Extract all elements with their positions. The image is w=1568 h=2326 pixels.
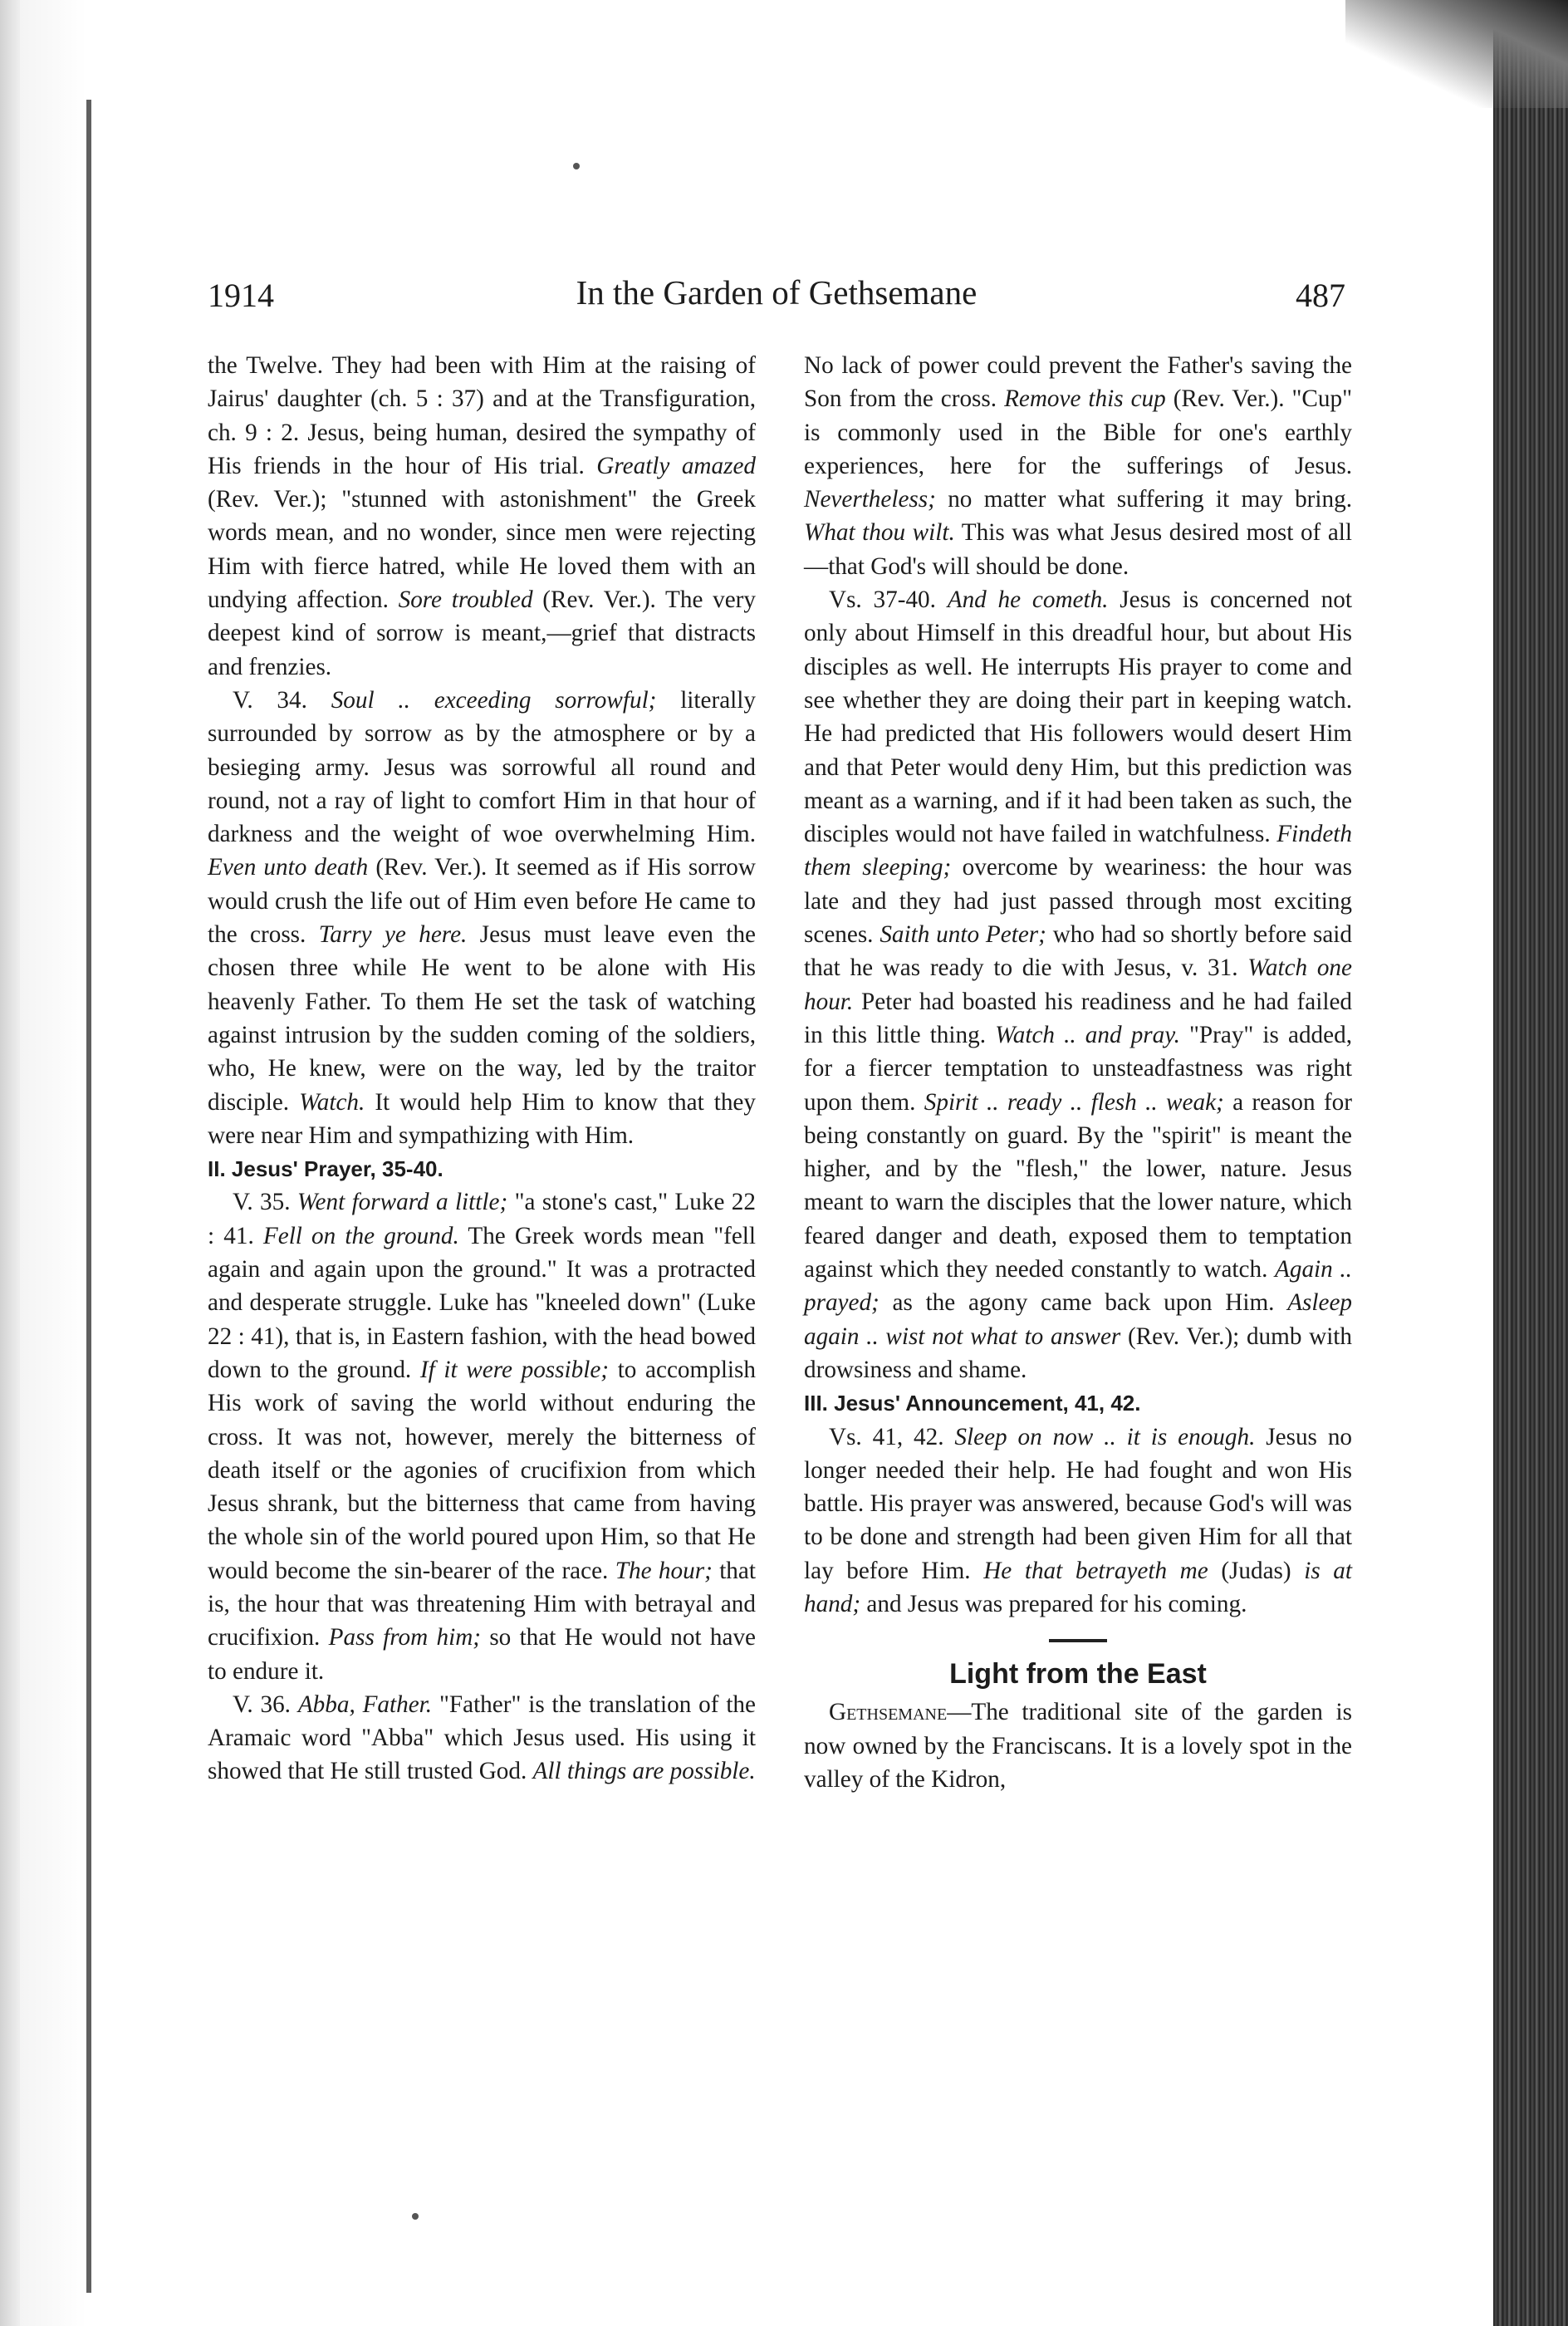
text-run: "Pray" is added, for a fiercer temptation to unsteadfastness was right upon them.	[804, 1021, 1352, 1116]
paragraph	[208, 1688, 756, 1789]
text-run: Jesus must leave even the chosen three while He went to be alone with His heavenly Father. To them He set the task of watching against intrusion by the sudden coming of the soldiers, who, He knew, were on the way, led by the traitor disciple.	[208, 921, 756, 1116]
text-run: This was what Jesus desired most of all—that God's will should be done.	[804, 519, 1353, 580]
text-run: (Judas)	[1208, 1557, 1305, 1584]
text-run: Jesus is concerned not only about Himself in this dreadful hour, but about His disciples as well. He interrupts His prayer to come and see whether they are doing their part in keeping watch. He had predicted that His followers would desert Him and that Peter would deny Him, but this prediction was meant as a warning, and if it had been taken as such, the disciples would not have failed in watchfulness.	[804, 586, 1352, 848]
text-run: that is, the hour that was threatening Him with betrayal and crucifixion.	[208, 1557, 756, 1651]
speck-mark	[573, 163, 580, 169]
page-number: 487	[1296, 277, 1345, 314]
italic-phrase: He that betrayeth me	[983, 1557, 1208, 1584]
text-run: Vs. 37-40.	[829, 586, 948, 614]
text-run: Peter had boasted his readiness and he had failed in this little thing.	[804, 988, 1352, 1048]
text-run: V. 36.	[233, 1691, 298, 1718]
text-run: so that He would not have to endure it.	[208, 1624, 756, 1685]
italic-phrase: Fell on the ground.	[262, 1222, 459, 1249]
italic-phrase: Findeth them sleeping;	[804, 821, 1352, 881]
text-run: to accomplish His work of saving the world without enduring the cross. It was not, however, merely the bitterness of death itself or the agonies of crucifixion from which Jesus shrank, but the bitterness that came from having the whole sin of the world poured upon Him, so that He would become the sin-bearer of the race.	[208, 1356, 756, 1584]
book-binding	[86, 100, 91, 2293]
italic-phrase: Greatly amazed	[596, 452, 757, 479]
text-run: (Rev. Ver.). The very deepest kind of sorrow is meant,—grief that distracts and frenzies.	[208, 586, 756, 680]
italic-phrase: Sore troubled	[398, 586, 533, 614]
italic-phrase: Remove this cup	[1004, 385, 1166, 413]
italic-phrase: Saith unto Peter;	[880, 921, 1046, 949]
section-heading: III. Jesus' Announcement, 41, 42.	[804, 1391, 1141, 1416]
paragraph	[208, 349, 756, 684]
italic-phrase: Pass from him;	[328, 1624, 481, 1651]
header-year: 1914	[208, 277, 274, 314]
text-run: Vs. 41, 42.	[829, 1423, 955, 1450]
paragraph	[208, 684, 756, 1152]
text-run: It would help Him to know that they were near Him and sympathizing with Him.	[208, 1088, 756, 1149]
text-run: "a stone's cast," Luke 22 : 41.	[208, 1189, 756, 1249]
italic-phrase: All things are possible.	[532, 1758, 756, 1785]
italic-phrase: What thou wilt.	[804, 519, 955, 547]
text-run: (Rev. Ver.). It seemed as if His sorrow would crush the life out of Him even before He came to the cross.	[208, 854, 756, 949]
facing-page-strip	[20, 0, 86, 2326]
running-header	[208, 266, 1345, 324]
text-run: literally surrounded by sorrow as by the atmosphere or by a besieging army. Jesus was sorrowful all round and round, not a ray of light to comfort Him in that hour of darkness and the weight of woe overwhelming Him.	[208, 686, 756, 848]
italic-phrase: Went forward a little;	[296, 1189, 508, 1216]
italic-phrase: Watch .. and pray.	[995, 1021, 1180, 1048]
text-run: a reason for being constantly on guard. By the "spirit" is meant the higher, and by the "flesh," the lower, nature. Jesus meant to warn the disciples that the lower nature, which feared danger and death, exposed them to temptation against which they needed constantly to watch.	[804, 1088, 1352, 1283]
text-run: V. 34.	[233, 686, 331, 714]
section-heading: II. Jesus' Prayer, 35-40.	[208, 1156, 443, 1182]
italic-phrase: Abba, Father.	[297, 1691, 433, 1718]
right-column	[804, 349, 1352, 1796]
italic-phrase: Spirit .. ready .. flesh .. weak;	[924, 1088, 1224, 1116]
header-title: In the Garden of Gethsemane	[576, 273, 978, 312]
text-run: the Twelve. They had been with Him at the raising of Jairus' daughter (ch. 5 : 37) and at the Transfiguration, ch. 9 : 2. Jesus, being human, desired the sympathy of His friends in the hour of His trial.	[208, 352, 756, 479]
text-run: No lack of power could prevent the Father's saving the Son from the cross.	[804, 352, 1352, 413]
italic-phrase: is at hand;	[804, 1557, 1353, 1617]
left-column	[208, 349, 756, 1789]
italic-phrase: The hour;	[615, 1557, 713, 1584]
paragraph	[804, 349, 1352, 583]
paragraph	[804, 1421, 1352, 1622]
italic-phrase: Tarry ye here.	[318, 921, 468, 949]
text-run: (Rev. Ver.); dumb with drowsiness and shame.	[804, 1322, 1353, 1383]
italic-phrase: Asleep again .. wist not what to answer	[804, 1289, 1352, 1350]
text-run: Gethsemane	[829, 1699, 948, 1726]
text-run: (Rev. Ver.). "Cup" is commonly used in the Bible for one's earthly experiences, here for the sufferings of Jesus.	[804, 385, 1352, 479]
italic-phrase: Even unto death	[208, 854, 369, 881]
section-divider	[1049, 1639, 1107, 1642]
corner-shadow	[1345, 0, 1568, 108]
speck-mark	[412, 2213, 419, 2220]
text-run: "Father" is the translation of the Aramaic word "Abba" which Jesus used. His using it showed that He still trusted God.	[208, 1691, 756, 1785]
paragraph	[208, 1185, 756, 1687]
article-heading: Light from the East	[949, 1658, 1207, 1691]
text-run: The Greek words mean "fell again and again upon the ground." It was a protracted and desperate struggle. Luke has "kneeled down" (Luke 22 : 41), that is, in Eastern fashion, with the head bowed down to the ground.	[208, 1222, 757, 1383]
book-page-edges	[1493, 0, 1568, 2326]
text-run: Jesus no longer needed their help. He had fought and won His battle. His prayer was answered, because God's will was to be done and strength had been given Him for all that lay before Him.	[804, 1423, 1353, 1584]
text-run: as the agony came back upon Him.	[879, 1289, 1288, 1317]
italic-phrase: Soul .. exceeding sorrowful;	[331, 686, 657, 714]
text-run: V. 35.	[233, 1189, 297, 1216]
italic-phrase: And he cometh.	[947, 586, 1109, 614]
text-run: (Rev. Ver.); "stunned with astonishment" the Greek words mean, and no wonder, since men were rejecting Him with fierce hatred, while He loved them with an undying affection.	[208, 486, 756, 614]
text-run: overcome by weariness: the hour was late and they had just passed through most exciting scenes.	[804, 854, 1353, 949]
book-page	[208, 266, 1353, 2176]
italic-phrase: Watch one hour.	[804, 954, 1352, 1015]
text-run: —The traditional site of the garden is now owned by the Franciscans. It is a lovely spot in the valley of the Kidron,	[804, 1699, 1352, 1793]
paragraph	[804, 583, 1352, 1386]
paragraph	[804, 1695, 1352, 1796]
italic-phrase: Watch.	[299, 1088, 365, 1116]
italic-phrase: Sleep on now .. it is enough.	[954, 1423, 1256, 1450]
text-run: who had so shortly before said that he was ready to die with Jesus, v. 31.	[804, 921, 1352, 982]
text-run: and Jesus was prepared for his coming.	[860, 1590, 1247, 1617]
italic-phrase: If it were possible;	[419, 1356, 610, 1383]
italic-phrase: Again .. prayed;	[804, 1256, 1352, 1317]
italic-phrase: Nevertheless;	[804, 486, 936, 513]
book-left-edge	[0, 0, 20, 2326]
text-run: no matter what suffering it may bring.	[935, 486, 1352, 513]
